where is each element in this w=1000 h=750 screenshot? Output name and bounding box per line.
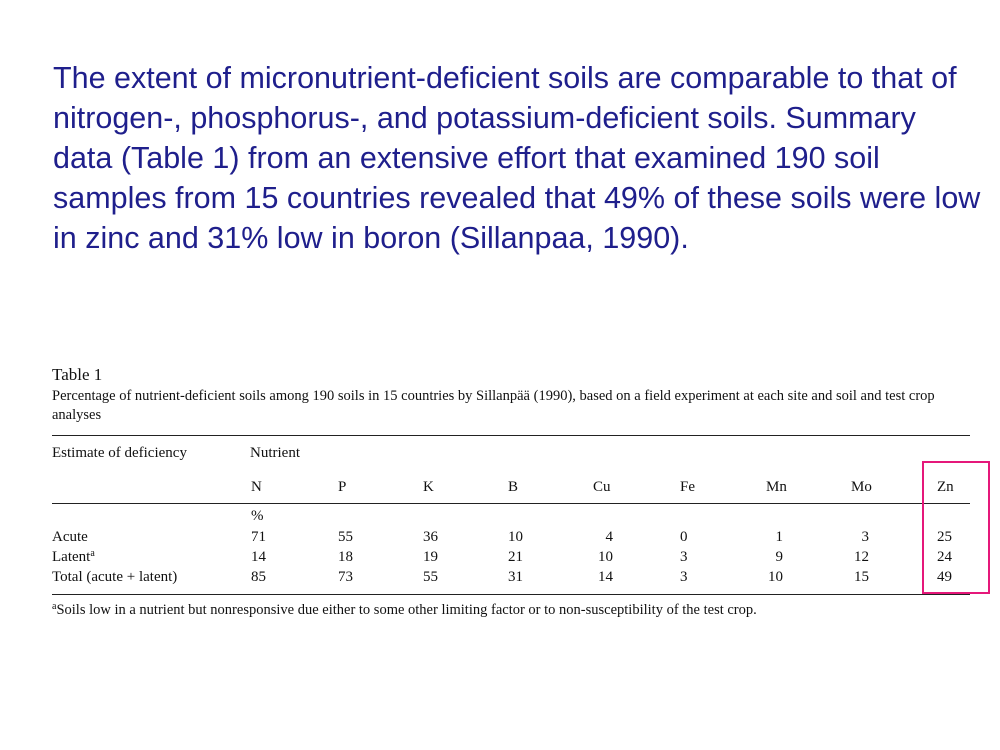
row-label-acute: Acute: [52, 529, 88, 545]
header-estimate: Estimate of deficiency: [52, 445, 187, 461]
row-label-latent: Latent$^a$: [52, 548, 95, 565]
nutrient-header: Cu: [593, 479, 611, 495]
table-cell: 4: [605, 529, 613, 545]
table-cell: 21: [508, 549, 523, 565]
table-cell: 18: [338, 549, 353, 565]
table-cell: 0: [680, 529, 688, 545]
table-cell: 49: [937, 569, 952, 585]
table-title: Table 1: [52, 365, 103, 384]
table-cell: 55: [423, 569, 438, 585]
table-cell: 12: [854, 549, 869, 565]
table-cell: 19: [423, 549, 438, 565]
table-cell: 10: [768, 569, 783, 585]
row-label-total: Total (acute + latent): [52, 569, 178, 585]
table-header-rule: [52, 503, 970, 504]
table-cell: 1: [775, 529, 783, 545]
table-cell: 3: [680, 549, 688, 565]
table-cell: 3: [861, 529, 869, 545]
nutrient-header: K: [423, 479, 434, 495]
nutrient-header: B: [508, 479, 519, 495]
table-cell: 55: [338, 529, 353, 545]
table-cell: 9: [775, 549, 783, 565]
table-cell: 24: [937, 549, 952, 565]
table-cell: 10: [598, 549, 613, 565]
nutrient-header: P: [338, 479, 347, 495]
table-top-rule: [52, 435, 970, 436]
header-nutrient: Nutrient: [250, 445, 300, 461]
table-cell: 14: [598, 569, 613, 585]
nutrient-header: Fe: [680, 479, 695, 495]
table-cell: 3: [680, 569, 688, 585]
table-cell: 71: [251, 529, 266, 545]
table-cell: 10: [508, 529, 523, 545]
table-cell: 15: [854, 569, 869, 585]
nutrient-header: Mo: [851, 479, 872, 495]
intro-paragraph: The extent of micronutrient-deficient soils are comparable to that of nitrogen-, phosphorus-, and potassium-deficient soils. Summary data (Table 1) from an extensive effort that examined 190 soil samples from 15 countries revealed that 49% of these soils were low in zinc and 31% low in boron (Sillanpaa, 1990).: [53, 61, 981, 255]
unit-label: %: [251, 508, 264, 524]
table-bottom-rule: [52, 594, 970, 595]
table-footnote: $^a$Soils low in a nutrient but nonresponsive due either to some other limiting factor or to non-susceptibility of the test crop.: [52, 601, 757, 618]
zn-column-highlight: [922, 461, 990, 594]
table-cell: 14: [251, 549, 266, 565]
table-caption: Percentage of nutrient-deficient soils among 190 soils in 15 countries by Sillanpää (1990), based on a field experiment at each site and soil and test crop analyses: [52, 388, 935, 423]
nutrient-header: Zn: [937, 479, 954, 495]
nutrient-header: Mn: [766, 479, 787, 495]
table-cell: 85: [251, 569, 266, 585]
table-cell: 73: [338, 569, 353, 585]
table-cell: 25: [937, 529, 952, 545]
table-cell: 36: [423, 529, 438, 545]
nutrient-header: N: [251, 479, 262, 495]
table-cell: 31: [508, 569, 523, 585]
